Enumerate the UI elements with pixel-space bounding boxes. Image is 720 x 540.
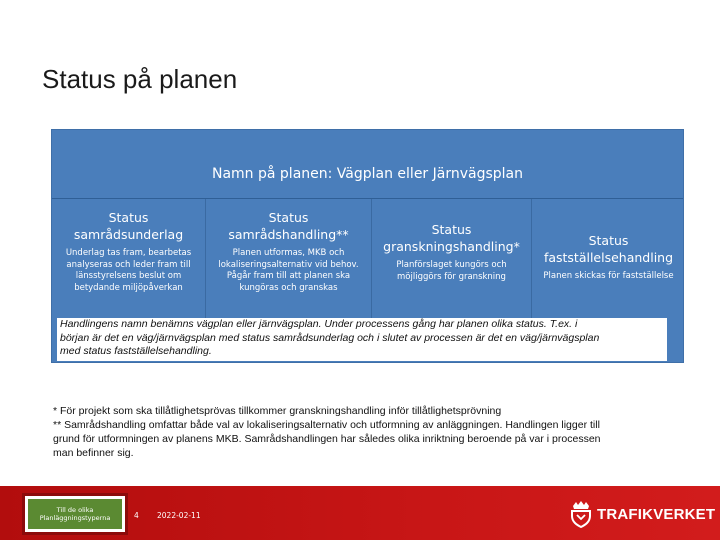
status-title: Status granskningshandling* bbox=[383, 222, 520, 254]
status-title: Status fastställelsehandling bbox=[543, 233, 674, 265]
status-description: Planen utformas, MKB och lokaliseringsalternativ vid behov. Pågår fram till att planen ska kungöras och granskas bbox=[218, 248, 359, 293]
footnotes: * För projekt som ska tillåtlighetsprövas tillkommer granskningshandling inför tillåtlighetsprövning ** Samrådshandling omfattar både val av lokaliseringsalternativ och utformning av anläggningen. Handlingen ligger till grund för utformningen av planens MKB. Samrådshandlingen har således olika inriktning beroende på var i processen man befinner sig. bbox=[53, 405, 601, 459]
status-title: Status samrådsunderlag bbox=[73, 210, 184, 242]
page-title: Status på planen bbox=[42, 64, 238, 94]
trafikverket-crown-emblem-icon bbox=[569, 500, 593, 528]
status-row bbox=[52, 199, 683, 319]
logo-text: TRAFIKVERKET bbox=[597, 505, 716, 523]
status-samradshandling bbox=[206, 199, 371, 319]
status-description: Underlag tas fram, bearbetas analyseras och leder fram till länsstyrelsens beslut om betydande miljöpåverkan bbox=[65, 248, 192, 293]
status-granskningshandling bbox=[372, 199, 531, 319]
page-number: 4 bbox=[134, 511, 139, 520]
footer-bar bbox=[0, 486, 720, 540]
footer-date: 2022-02-11 bbox=[157, 511, 201, 520]
plan-name-header: Namn på planen: Vägplan eller Järnvägsplan bbox=[211, 166, 524, 182]
status-description: Planen skickas för fastställelse bbox=[543, 271, 674, 281]
plantypes-link-button[interactable] bbox=[22, 493, 128, 535]
status-description: Planförslaget kungörs och möjliggörs för granskning bbox=[396, 260, 507, 282]
plantypes-link-label: Till de olika Planläggningstyperna bbox=[28, 499, 122, 529]
trafikverket-logo bbox=[569, 500, 715, 528]
status-title: Status samrådshandling** bbox=[228, 210, 349, 242]
status-samradsunderlag bbox=[52, 199, 205, 319]
status-faststallelsehandling bbox=[532, 199, 685, 319]
explanation-text: Handlingens namn benämns vägplan eller järnvägsplan. Under processens gång har planen olika status. T.ex. i början är det en väg/järnvägsplan med status samrådsunderlag och i slutet av processen är det en väg/järnvägsplan med status fastställelsehandling. bbox=[57, 318, 667, 361]
